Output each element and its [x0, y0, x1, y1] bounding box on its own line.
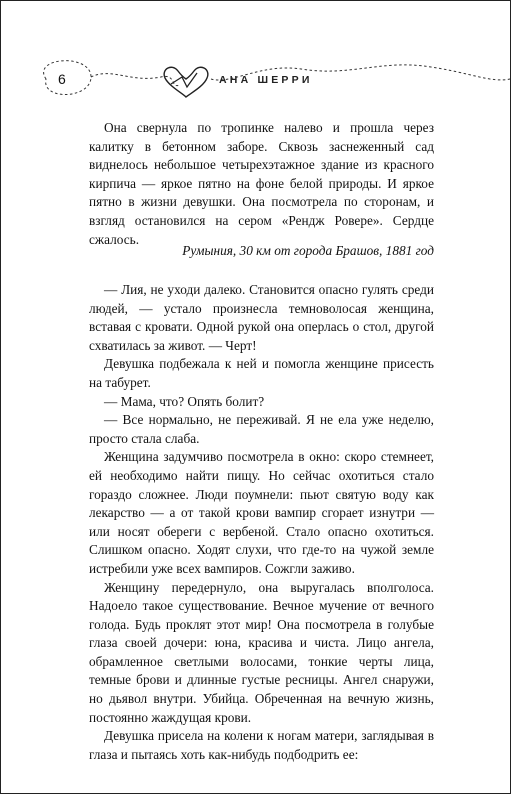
intro-text — [89, 119, 434, 249]
author-running-head: АНА ШЕРРИ — [219, 74, 313, 86]
paragraph: Женщина задумчиво посмотрела в окно: скоро стемнеет, ей необходимо найти пищу. Но сейчас охотиться стало гораздо сложнее. Люди поумнели: пьют святую воду как лекарство — а от такой крови вампир сгорает изнутри — или носят обереги с вербеной. Стало опасно охотиться. Слишком опасно. Ходят слухи, что где-то на чужой земле истребили уже всех вампиров. Сожгли заживо. — [89, 449, 434, 576]
paragraph: — Все нормально, не переживай. Я не ела уже неделю, просто стала слаба. — [89, 412, 434, 446]
page-number: 6 — [58, 71, 66, 87]
page-header — [1, 49, 510, 111]
paragraph: — Лия, не уходи далеко. Становится опасно гулять среди людей, — устало произнесла темноволосая женщина, вставая с кровати. Одной рукой она оперлась о стол, другой схватилась за живот. — Черт! — [89, 282, 434, 353]
paragraph: — Мама, что? Опять болит? — [104, 393, 265, 409]
paragraph: Девушка подбежала к ней и помогла женщине присесть на табурет. — [89, 356, 434, 390]
scene-text — [89, 281, 434, 764]
paragraph: Женщину передернуло, она выругалась вполголоса. Надоело такое существование. Вечное мучение от вечного голода. Будь проклят этот мир! Она посмотрела в голубые глаза своей дочери: юна, красива и чиста. Лицо ангела, обрамленное светлыми волосами, тонкие черты лица, темные брови и длинные густые ресницы. Ангел снаружи, но дьявол внутри. Убийца. Обреченная на вечную жизнь, постоянно жаждущая крови. — [89, 579, 434, 725]
place-and-date: Румыния, 30 км от города Брашов, 1881 год — [182, 243, 434, 258]
paragraph: Она свернула по тропинке налево и прошла через калитку в бетонном заборе. Сквозь заснеженный сад виднелось небольшое четырехэтажное здание из красного кирпича — яркое пятно на фоне белой природы. И яркое пятно в жизни девушки. Она посмотрела по сторонам, и взгляд остановился на сером «Рендж Ровере». Сердце сжалось. — [89, 120, 434, 247]
paragraph: Девушка присела на колени к ногам матери, заглядывая в глаза и пытаясь хоть как-нибудь подбодрить ее: — [89, 728, 434, 762]
